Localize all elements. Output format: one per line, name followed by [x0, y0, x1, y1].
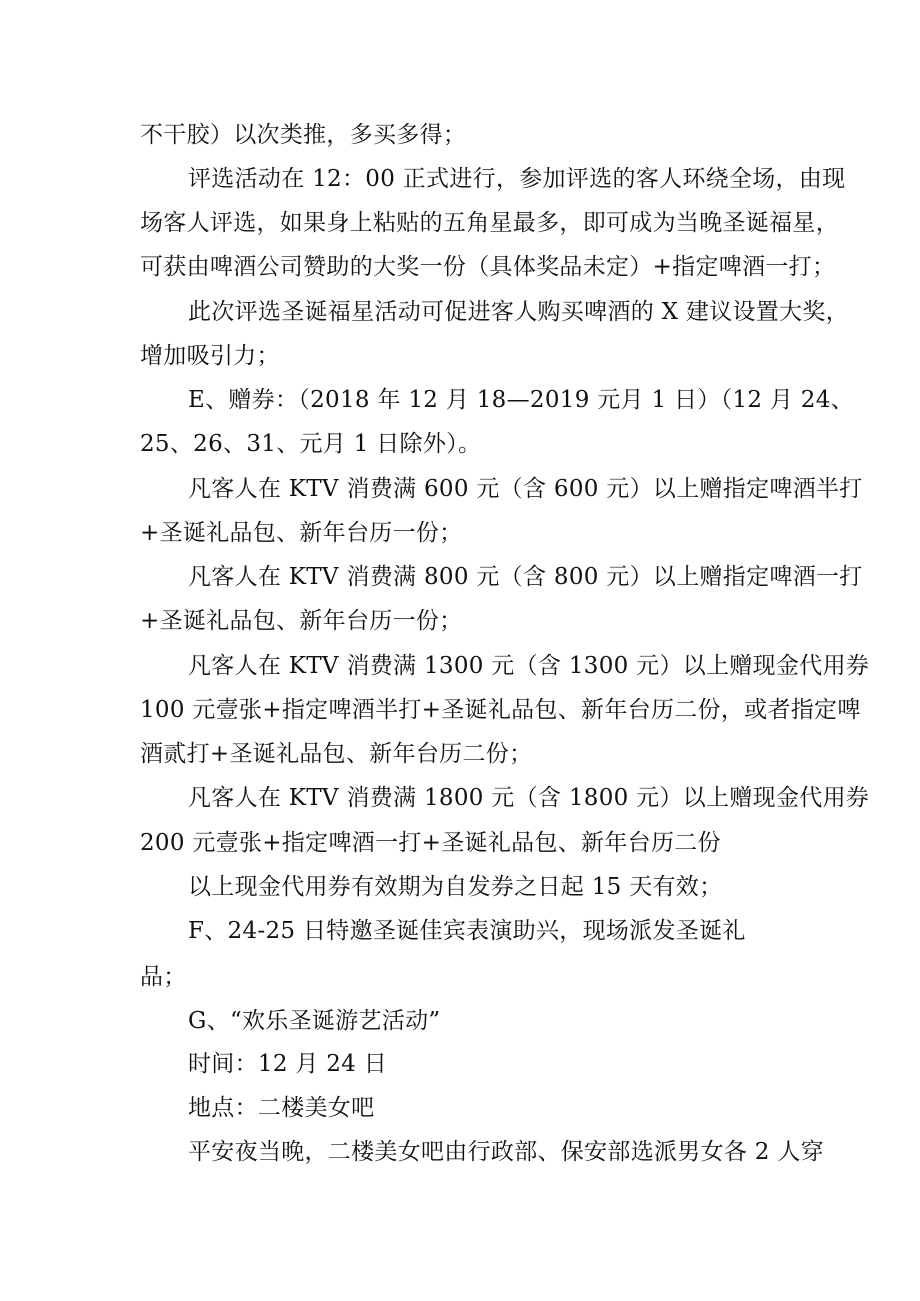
text-line: 200 元壹张+指定啤酒一打+圣诞礼品包、新年台历二份 [140, 830, 721, 856]
text-line: 凡客人在 KTV 消费满 600 元（含 600 元）以上赠指定啤酒半打 [188, 476, 863, 502]
text-line: 可获由啤酒公司赞助的大奖一份（具体奖品未定）+指定啤酒一打； [140, 254, 836, 280]
text-line: 此次评选圣诞福星活动可促进客人购买啤酒的 X 建议设置大奖， [188, 299, 849, 325]
text-line: 25、26、31、元月 1 日除外）。 [140, 431, 482, 457]
text-line: 地点：二楼美女吧 [188, 1095, 375, 1121]
text-line: 品； [140, 964, 187, 990]
text-line: 时间：12 月 24 日 [188, 1051, 388, 1077]
text-line: F、24-25 日特邀圣诞佳宾表演助兴，现场派发圣诞礼 [188, 918, 746, 944]
text-line: 凡客人在 KTV 消费满 1300 元（含 1300 元）以上赠现金代用券 [188, 653, 870, 679]
text-line: 不干胶）以次类推，多买多得； [140, 122, 467, 148]
text-line: 凡客人在 KTV 消费满 800 元（含 800 元）以上赠指定啤酒一打 [188, 564, 863, 590]
text-line: 评选活动在 12：00 正式进行，参加评选的客人环绕全场，由现 [188, 166, 846, 192]
text-line: 以上现金代用券有效期为自发券之日起 15 天有效； [188, 874, 723, 900]
text-line: E、赠券：（2018 年 12 月 18—2019 元月 1 日）（12 月 24、 [188, 387, 854, 413]
text-line: 增加吸引力； [140, 343, 280, 369]
text-line: 凡客人在 KTV 消费满 1800 元（含 1800 元）以上赠现金代用券 [188, 785, 870, 811]
text-line: 100 元壹张+指定啤酒半打+圣诞礼品包、新年台历二份，或者指定啤 [140, 697, 861, 723]
text-line: 平安夜当晚，二楼美女吧由行政部、保安部选派男女各 2 人穿 [188, 1139, 824, 1165]
text-line: 场客人评选，如果身上粘贴的五角星最多，即可成为当晚圣诞福星， [140, 210, 839, 236]
text-line: +圣诞礼品包、新年台历一份； [140, 608, 463, 634]
text-line: +圣诞礼品包、新年台历一份； [140, 520, 463, 546]
text-line: 酒贰打+圣诞礼品包、新年台历二份； [140, 741, 533, 767]
text-line: G、“欢乐圣诞游艺活动” [188, 1008, 441, 1034]
